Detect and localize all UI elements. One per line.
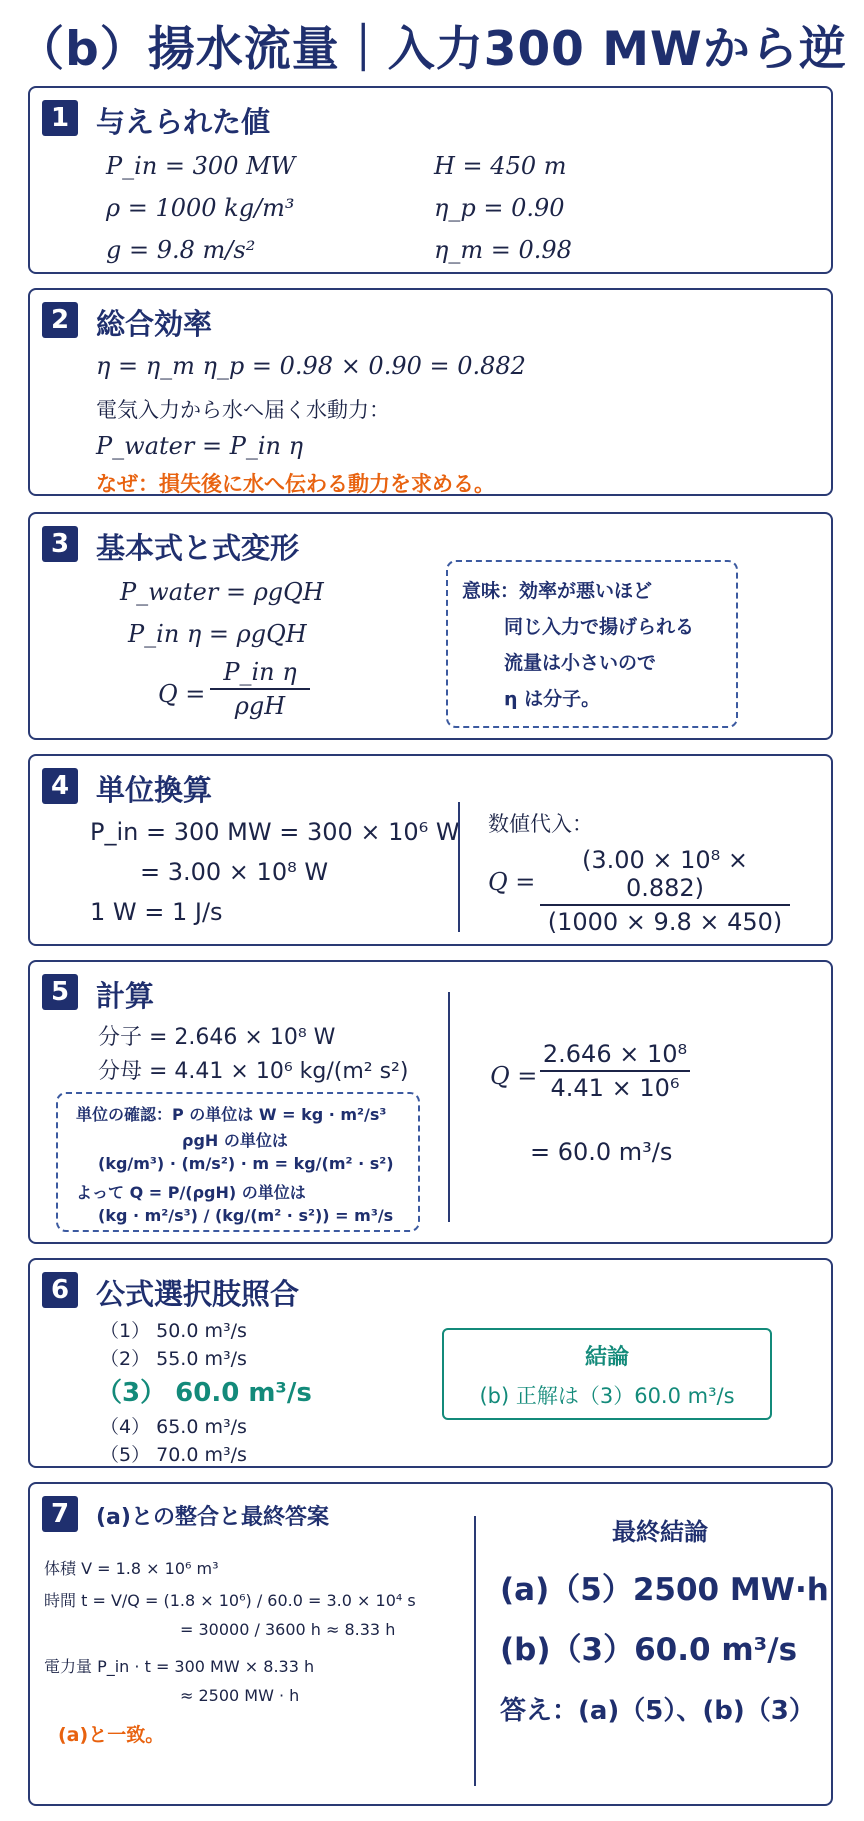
given-eta-m: η_m = 0.98 [434,236,572,264]
divider [458,802,460,932]
efficiency-equation: η = η_m η_p = 0.98 × 0.90 = 0.882 [96,352,526,380]
section-basic-formula [28,512,833,740]
final-conclusion-title: 最終結論 [612,1518,708,1546]
unit-check-line: 単位の確認：P の単位は W = kg · m²/s³ [76,1105,387,1124]
section-number: 5 [42,974,78,1010]
unit-check-line: (kg/m³) · (m/s²) · m = kg/(m² · s²) [98,1154,394,1173]
section-heading: 与えられた値 [96,105,271,139]
meaning-line: η は分子。 [504,688,601,710]
denominator-value: 分母 = 4.41 × 10⁶ kg/(m² s²) [98,1059,409,1084]
final-answer-a: (a)（5）2500 MW·h [500,1572,829,1608]
option-item: （2） 55.0 m³/s [100,1348,247,1370]
section-number: 1 [42,100,78,136]
given-g: g = 9.8 m/s² [106,236,256,264]
conclusion-text: (b) 正解は（3）60.0 m³/s [479,1384,735,1408]
meaning-line: 意味：効率が悪いほど [462,580,653,602]
section-heading: 総合効率 [96,307,213,341]
fraction-numerator: (3.00 × 10⁸ × 0.882) [581,846,749,902]
meaning-line: 流量は小さいので [504,652,657,674]
section-number: 2 [42,302,78,338]
numerator-value: 分子 = 2.646 × 10⁸ W [98,1025,336,1050]
q-fraction [540,1040,690,1102]
given-h: H = 450 m [434,152,567,180]
section-number: 6 [42,1272,78,1308]
energy-line-2: ≈ 2500 MW · h [180,1686,300,1705]
final-answer-b: (b)（3）60.0 m³/s [500,1632,798,1668]
page-title: （b）揚水流量｜入力300 MWから逆 [17,22,847,77]
divider [474,1516,476,1786]
section-heading: 単位換算 [96,773,213,807]
conclusion-title: 結論 [584,1345,629,1370]
fraction-numerator: 2.646 × 10⁸ [542,1040,688,1068]
pin-conversion-2: = 3.00 × 10⁸ W [140,858,329,886]
section-number: 7 [42,1496,78,1532]
section-heading: 基本式と式変形 [96,531,300,565]
conclusion-box [442,1328,772,1420]
watt-definition: 1 W = 1 J/s [90,898,223,926]
unit-check-line: (kg · m²/s³) / (kg/(m² · s²)) = m³/s [98,1206,394,1225]
fraction-bar [540,904,790,906]
fraction-numerator: P_in η [223,658,297,686]
section-number: 3 [42,526,78,562]
volume-line: 体積 V = 1.8 × 10⁶ m³ [44,1559,219,1578]
q-label: Q = [488,868,536,896]
divider [448,992,450,1222]
q-fraction [210,658,310,720]
unit-check-line: よって Q = P/(ρgH) の単位は [76,1183,306,1202]
consistency-note: (a)と一致。 [58,1724,165,1746]
option-item: （1） 50.0 m³/s [100,1320,247,1342]
section-final-answer [28,1482,833,1806]
time-line: 時間 t = V/Q = (1.8 × 10⁶) / 60.0 = 3.0 × 10⁴ s [44,1591,416,1610]
option-item-correct: （3） 60.0 m³/s [96,1378,312,1408]
section-heading: 公式選択肢照合 [96,1277,300,1311]
reason-note: なぜ：損失後に水へ伝わる動力を求める。 [96,472,495,496]
fraction-denominator: ρgH [234,692,286,720]
q-label: Q = [490,1062,538,1090]
section-unit-conversion [28,754,833,946]
given-pin: P_in = 300 MW [106,152,296,180]
time-line-2: = 30000 / 3600 h ≈ 8.33 h [180,1620,396,1639]
option-item: （5） 70.0 m³/s [100,1444,247,1466]
pin-conversion: P_in = 300 MW = 300 × 10⁶ W [90,818,460,846]
section-given-values [28,86,833,274]
section-number: 4 [42,768,78,804]
meaning-box [446,560,738,728]
fraction-denominator: 4.41 × 10⁶ [550,1074,680,1102]
final-answer-summary: 答え：(a)（5）、(b)（3） [500,1696,815,1726]
hydraulic-power-text: 電気入力から水へ届く水動力： [96,398,390,422]
energy-line: 電力量 P_in · t = 300 MW × 8.33 h [44,1657,315,1676]
formula-2: P_in η = ρgQH [128,620,307,648]
section-option-check [28,1258,833,1468]
fraction-bar [210,688,310,690]
meaning-line: 同じ入力で揚げられる [504,616,695,638]
option-item: （4） 65.0 m³/s [100,1416,247,1438]
unit-check-box [56,1092,420,1232]
formula-1: P_water = ρgQH [120,578,324,606]
given-rho: ρ = 1000 kg/m³ [106,194,295,222]
flow-result: = 60.0 m³/s [530,1138,673,1166]
fraction-denominator: (1000 × 9.8 × 450) [547,908,783,936]
q-label: Q = [158,680,206,708]
given-eta-p: η_p = 0.90 [434,194,565,222]
unit-check-line: ρgH の単位は [182,1131,288,1150]
section-heading: (a)との整合と最終答案 [96,1505,329,1530]
substitution-label: 数値代入： [488,812,593,836]
section-heading: 計算 [96,979,155,1013]
fraction-bar [540,1070,690,1072]
section-calculation [28,960,833,1244]
section-total-efficiency [28,288,833,496]
q-fraction [540,846,790,936]
water-power-equation: P_water = P_in η [96,432,303,460]
